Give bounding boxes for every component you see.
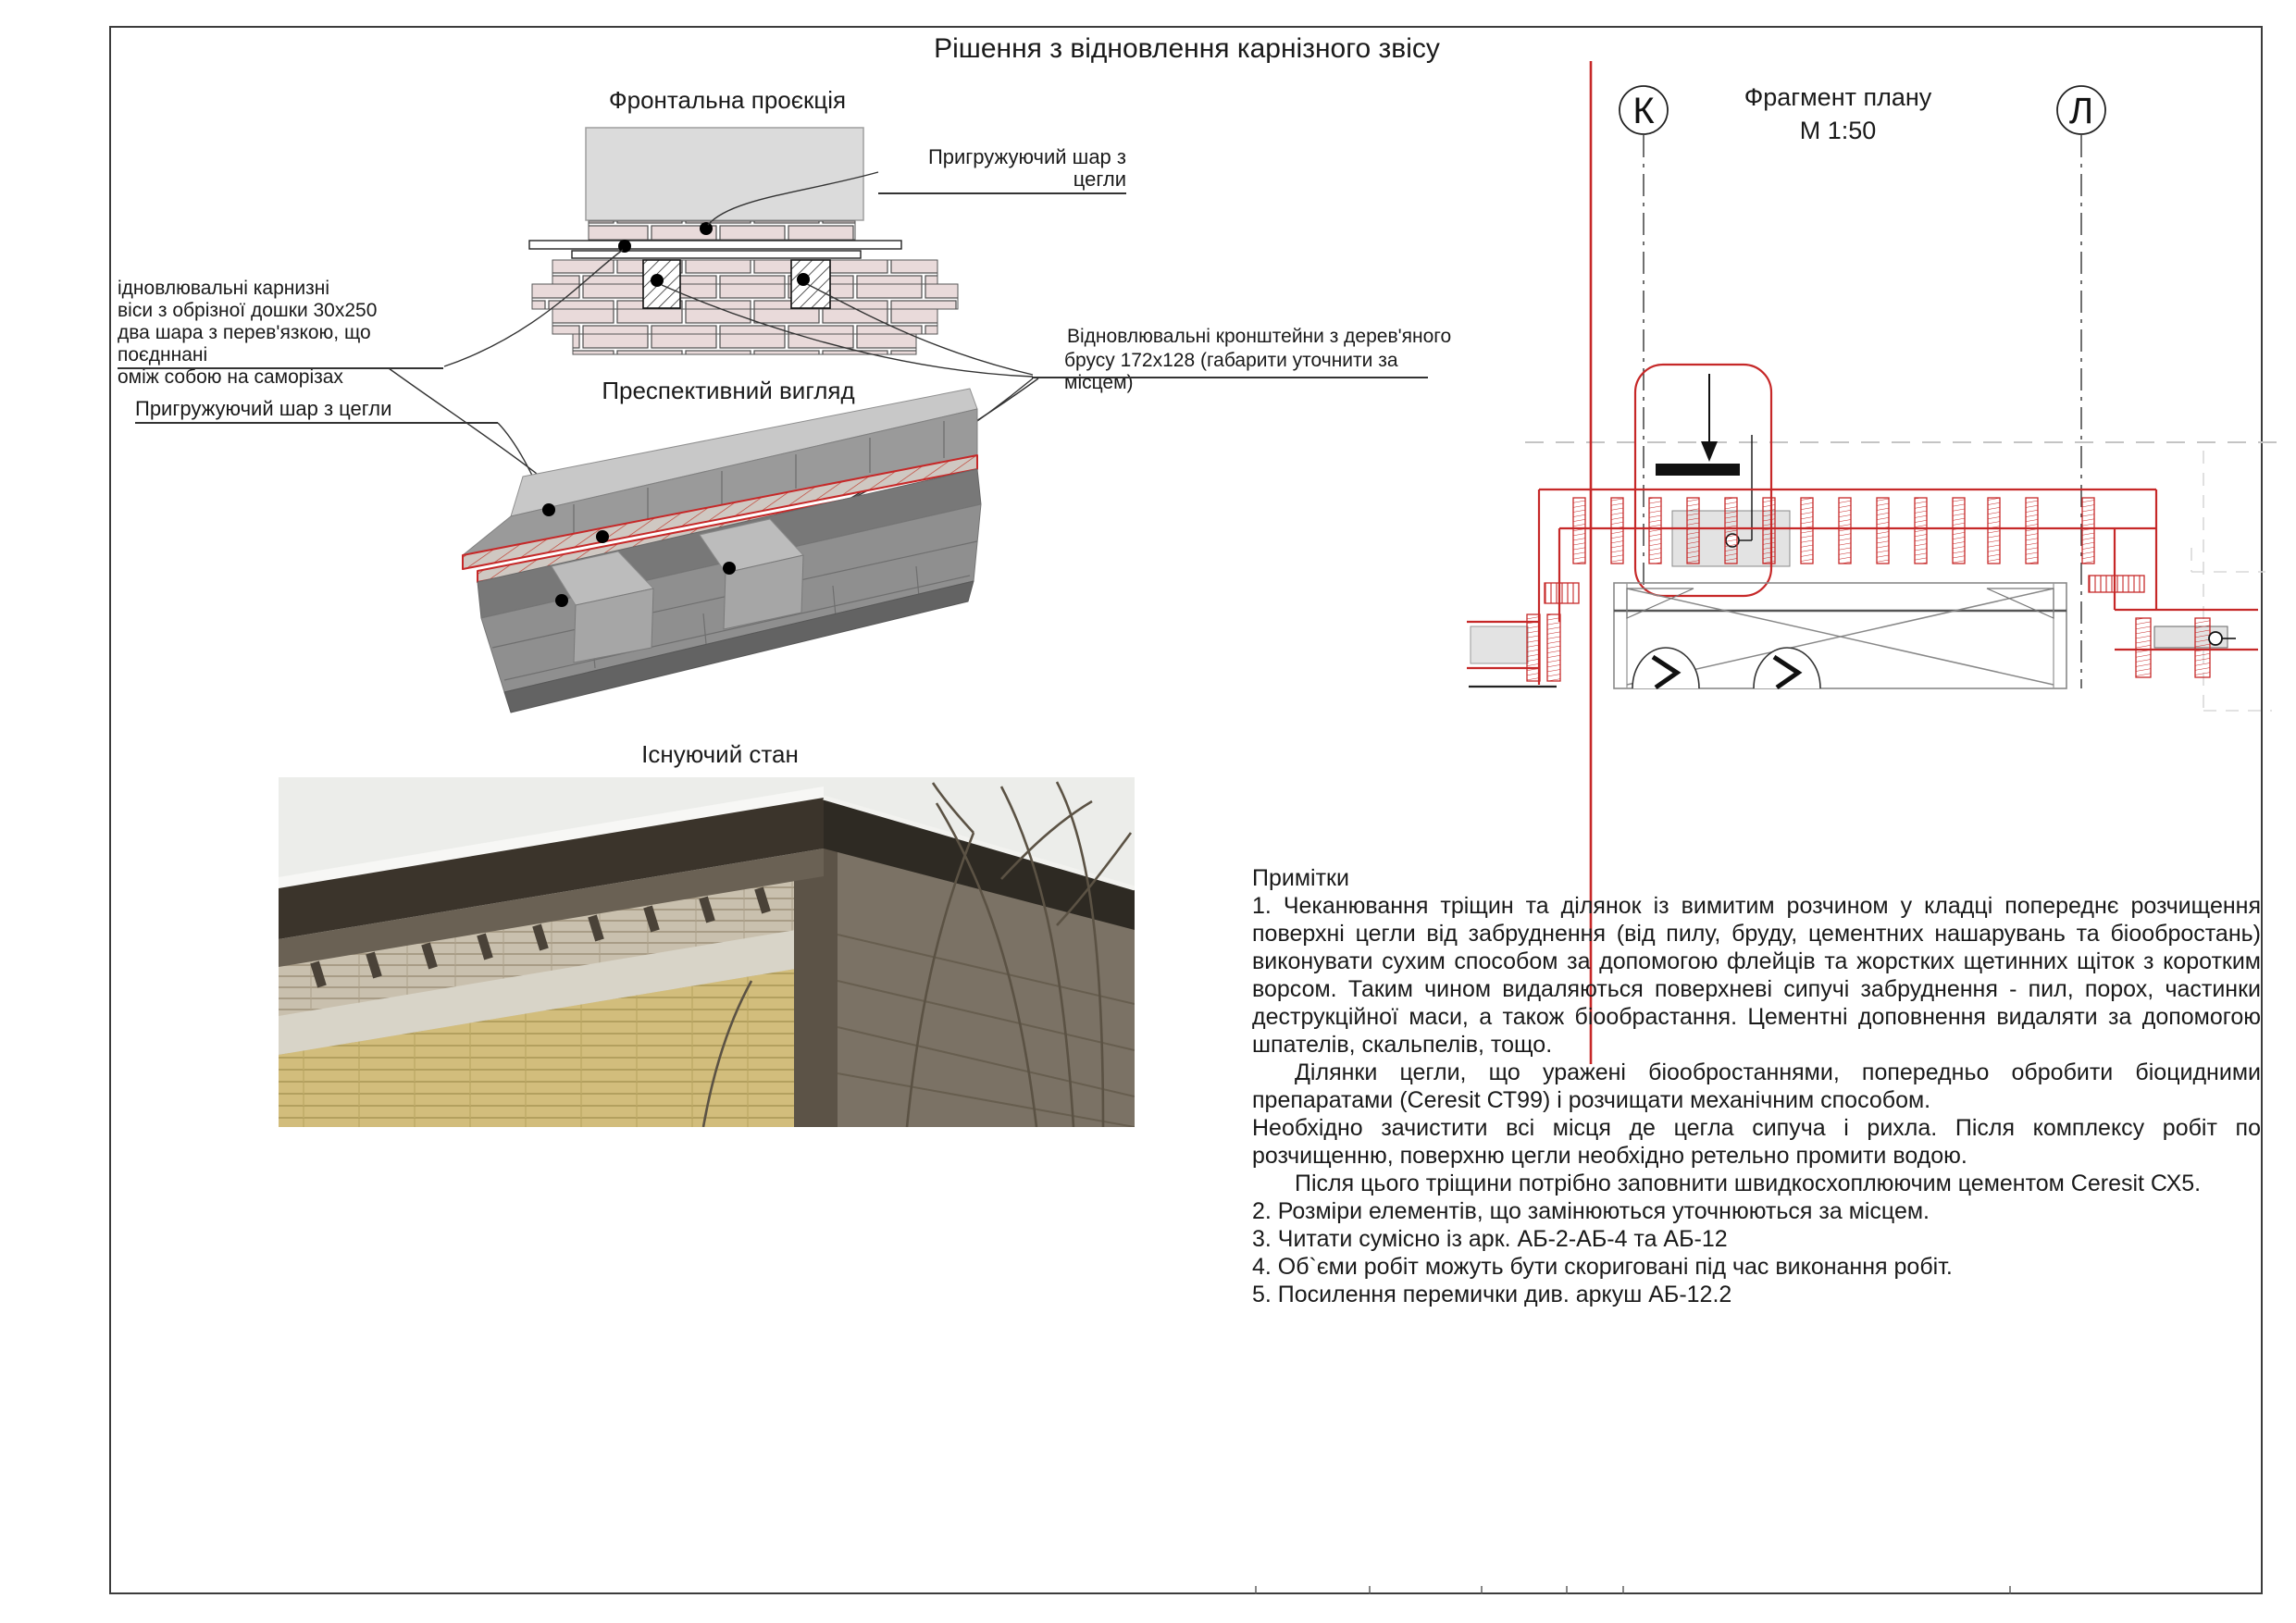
cornice-boards-line: два шара з перев'язкою, що поєдннані [118,322,371,365]
cornice-boards-underline [118,367,443,369]
axis-bubble-k-label: К [1632,91,1655,131]
loading-layer-left-callout: Пригружуючий шар з цегли [135,398,498,424]
perspective-view-label: Преспективний вигляд [602,377,855,404]
cornice-boards-line: оміж собою на саморізах [118,366,343,388]
notes-paragraph: 1. Чеканювання тріщин та ділянок із вимитим розчином у кладці попереднє розчищення поверхні цегли від забруднення (від пилу, бруду, цементних нашарувань та біообростань) виконувати сухим способом за допомогою флейців та жорстких щетинних щіток з коротким ворсом. Таким чином видаляються поверхневі сипучі забруднення - пил, порох, частинки деструкційної маси, а також біообрастання. Цементні доповнення видаляти за допомогою шпателів, скальпелів, тощо. [1252,893,2261,1058]
cornice-boards-line: ідновлювальні карнизні [118,278,329,299]
brick-wall [532,260,958,354]
perspective-view-drawing [463,389,981,712]
masonry-slab [586,128,863,220]
plan-left-bracket-group [1469,583,1579,687]
wooden-bracket-frontal-2 [791,260,830,308]
brackets-callout-underline [1032,377,1428,378]
axis-bubble-l-label: Л [2068,91,2094,131]
plan-right-bracket-group [2089,576,2236,677]
cornice-boards-line: віси з обрізної дошки 30х250 [118,300,378,321]
loading-layer-top-callout: Пригружуючий шар з цегли [878,146,1126,194]
notes-paragraph: 5. Посилення перемички див. аркуш АБ-12.2 [1252,1282,1732,1307]
axis-bubble-k [1620,86,1668,134]
notes-block [1252,864,2261,1308]
notes-paragraph: 3. Читати сумісно із арк. АБ-2-АБ-4 та АБ-12 [1252,1226,1728,1252]
cornice-board-1 [529,241,901,249]
plan-scale: М 1:50 [1799,117,1877,144]
notes-paragraph: 2. Розміри елементів, що замінюються уточнюються за місцем. [1252,1198,1930,1224]
axis-bubble-l [2057,86,2105,134]
existing-condition-label: Існуючий стан [641,740,799,768]
plan-title: Фрагмент плану [1744,83,1932,111]
plan-joist-studs [1573,498,2094,564]
cornice-boards-callout [118,278,451,389]
existing-condition-photo [279,777,1135,1127]
plan-arrow-marker [1656,374,1740,476]
brick-course-top [589,221,855,240]
frontal-projection-label: Фронтальна проєкція [608,86,847,114]
notes-paragraph: 4. Об`єми робіт можуть бути скориговані під час виконання робіт. [1252,1254,1953,1280]
notes-title: Примітки [1252,865,1349,891]
brackets-callout-line2: брусу 172х128 (габарити уточнити за місцем) [1064,350,1398,393]
brackets-callout-line1: Відновлювальні кронштейни з дерев'яного [1067,326,1452,347]
notes-paragraph: Після цього тріщини потрібно заповнити швидкосхоплюючим цементом Ceresit СХ5. [1295,1171,2202,1196]
cornice-board-2 [572,251,861,258]
notes-paragraph: Необхідно зачистити всі місця де цегла сипуча і рихла. Після комплексу робіт по розчищенню, поверхню цегли необхідно ретельно промити водою. [1252,1115,2261,1169]
notes-paragraph: Ділянки цегли, що уражені біообростаннями, попередньо обробити біоцидними препаратами (Ceresit СТ99) і розчищати механічним способом. [1252,1059,2261,1113]
frame-ticks [1256,1586,2010,1594]
plan-braced-opening [1614,583,2066,688]
page-title: Рішення з відновлення карнізного звісу [934,33,1440,64]
